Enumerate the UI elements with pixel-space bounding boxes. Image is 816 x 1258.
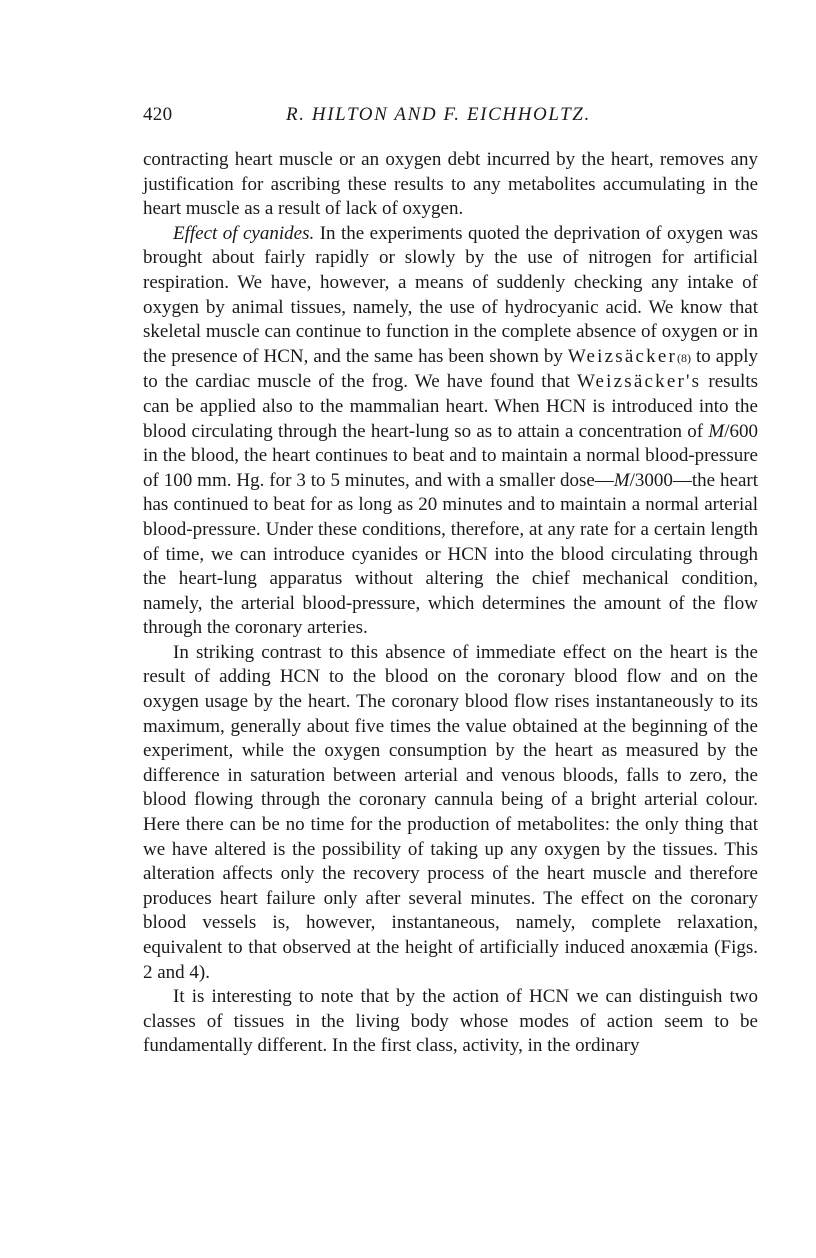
paragraph-4: It is interesting to note that by the action of HCN we can distinguish two classes of tissues in the living body whose modes of action seem to be fundamentally different. In the first class, activity, in the ordinary [143,986,758,1057]
molarity-symbol: M [708,420,725,442]
paragraph-2-text-e: /3000—the heart has continued to beat for as long as 20 minutes and to maintain a normal arterial blood-pressure. Under these conditions, therefore, at any rate for a certain length of time, we can introduce cyanides or HCN into the blood circulating through the heart-lung apparatus without altering the chief mechanical condition, namely, the arterial blood-pressure, which determines the amount of the flow through the coronary arteries. [143,469,758,639]
paragraph-2 [143,222,758,641]
citation-number: (8) [676,350,691,365]
running-head: R. HILTON AND F. EICHHOLTZ. [286,104,591,125]
paragraph-3: In striking contrast to this absence of immediate effect on the heart is the result of adding HCN to the blood on the coronary blood flow and on the oxygen usage by the heart. The coronary blood flow rises instantaneously to its maximum, generally about five times the value obtained at the beginning of the experiment, while the oxygen consumption by the heart as measured by the difference in saturation between arterial and venous bloods, falls to zero, the blood flowing through the coronary cannula being of a bright arterial colour. Here there can be no time for the production of metabolites: the only thing that we have altered is the possibility of taking up any oxygen by the tissues. This alteration affects only the recovery process of the heart muscle and therefore produces heart failure only after several minutes. The effect on the coronary blood vessels is, however, instantaneous, namely, complete relaxation, equivalent to that observed at the height of artificially induced anoxæmia (Figs. 2 and 4). [143,641,758,983]
molarity-symbol-2: M [613,469,630,491]
paragraph-2-text-a: In the experiments quoted the deprivation of oxygen was brought about fairly rapidly or slowly by the use of nitrogen for artificial respiration. We have, however, a means of suddenly checking any intake of oxygen by animal tissues, namely, the use of hydrocyanic acid. We know that skeletal muscle can continue to function in the complete absence of oxygen or in the presence of HCN, and the same has been shown by [143,222,758,367]
page-header [143,104,758,134]
paragraph-2-text-c: results can be applied also to the mammalian heart. When HCN is introduced into the blood circulating through the heart-lung so as to attain a concentration of [143,371,758,442]
author-reference: Weizsäcker [567,345,677,367]
paragraph-2-text-d: /600 in the blood, the heart continues to beat and to maintain a normal blood-pressure of 100 mm. Hg. for 3 to 5 minutes, and with a smaller dose— [143,420,758,491]
section-heading: Effect of cyanides. [173,222,315,244]
paragraph-1: contracting heart muscle or an oxygen debt incurred by the heart, removes any justification for ascribing these results to any metabolites accumulating in the heart muscle as a result of lack of oxygen. [143,149,758,220]
page-number: 420 [143,104,173,125]
paragraph-2-text-b: to apply to the cardiac muscle of the frog. We have found that [143,345,758,393]
author-reference-2: Weizsäcker's [576,371,702,393]
document-page [143,104,758,1059]
